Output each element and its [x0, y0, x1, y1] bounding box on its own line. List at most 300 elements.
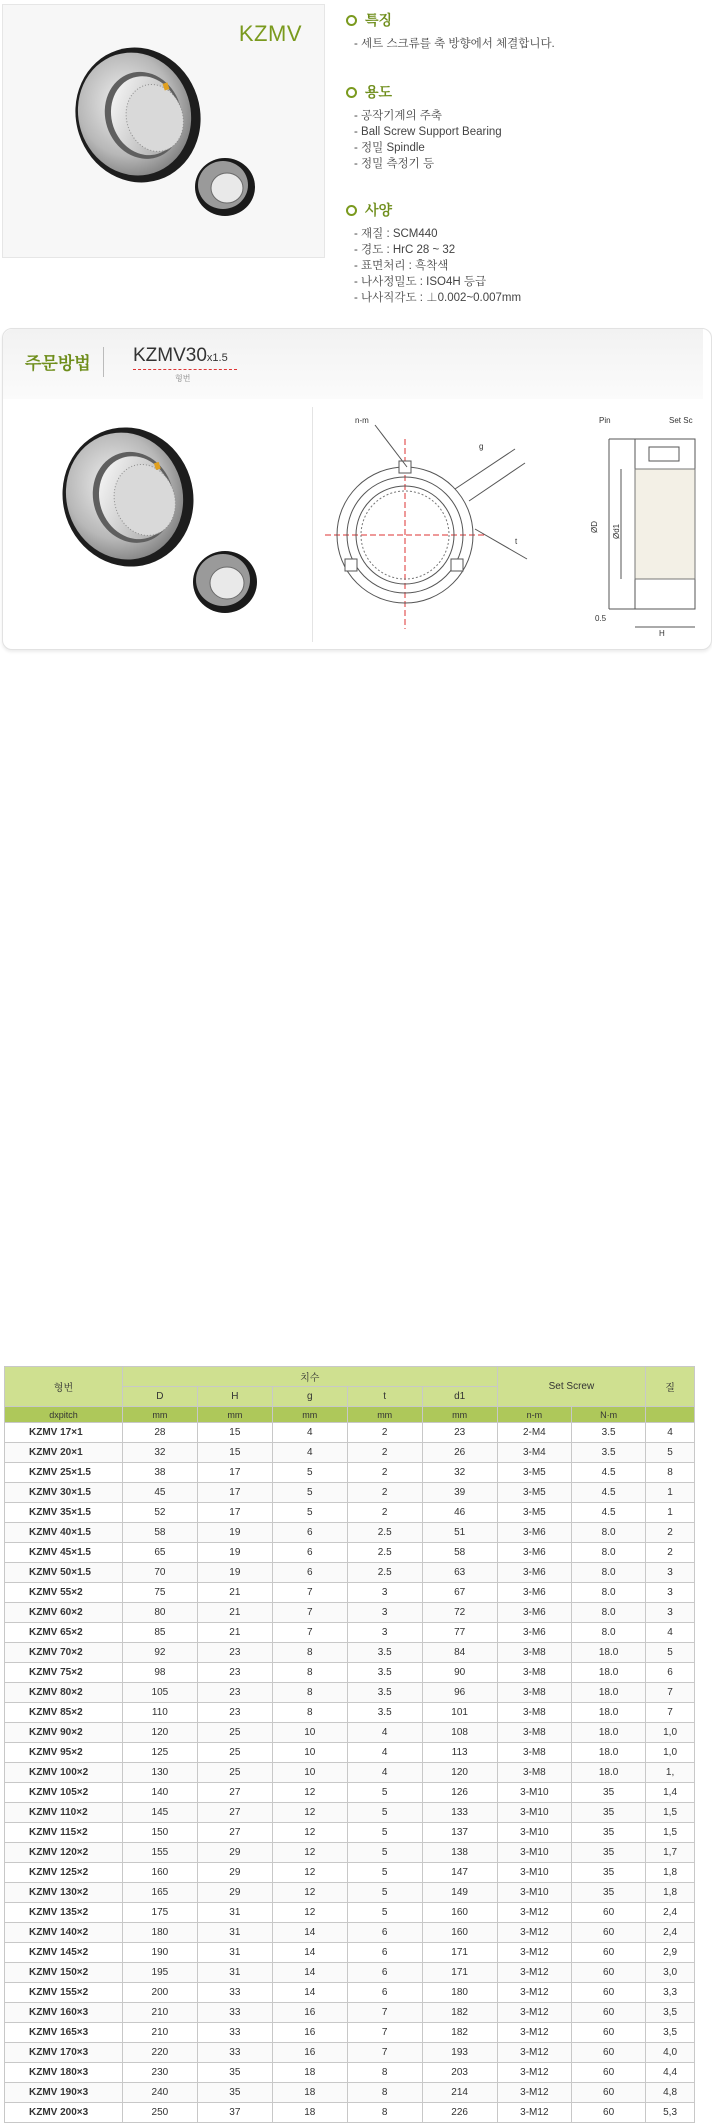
table-cell: 8.0	[572, 1563, 646, 1583]
table-cell: 155	[122, 1843, 197, 1863]
table-cell: 120	[422, 1763, 497, 1783]
table-cell: 77	[422, 1623, 497, 1643]
label-d1: Ød1	[612, 523, 621, 539]
list-item: - 정밀 Spindle	[354, 140, 502, 156]
table-cell: 60	[572, 1923, 646, 1943]
table-cell: 16	[272, 2043, 347, 2063]
table-cell: 10	[272, 1743, 347, 1763]
table-cell: 12	[272, 1783, 347, 1803]
table-cell: 3-M12	[497, 2103, 571, 2123]
table-cell: 3,5	[646, 2023, 695, 2043]
table-row	[5, 1523, 695, 1543]
table-cell: 3-M12	[497, 1983, 571, 2003]
table-cell: 8	[646, 1463, 695, 1483]
table-cell: 3.5	[347, 1703, 422, 1723]
table-cell: 145	[122, 1803, 197, 1823]
table-cell: 4	[347, 1723, 422, 1743]
table-cell: 101	[422, 1703, 497, 1723]
model-cell: KZMV 170×3	[5, 2043, 123, 2063]
table-cell: 60	[572, 2063, 646, 2083]
table-cell: 12	[272, 1863, 347, 1883]
table-cell: 3	[347, 1603, 422, 1623]
table-cell: 75	[122, 1583, 197, 1603]
table-row	[5, 1943, 695, 1963]
table-cell: 5	[646, 1443, 695, 1463]
table-cell: 63	[422, 1563, 497, 1583]
table-cell: 45	[122, 1483, 197, 1503]
table-cell: 8.0	[572, 1583, 646, 1603]
model-cell: KZMV 115×2	[5, 1823, 123, 1843]
table-cell: 31	[197, 1923, 272, 1943]
table-cell: 7	[646, 1683, 695, 1703]
model-cell: KZMV 45×1.5	[5, 1543, 123, 1563]
table-cell: 2-M4	[497, 1423, 571, 1443]
table-cell: 14	[272, 1943, 347, 1963]
table-cell: 2	[646, 1523, 695, 1543]
table-cell: 28	[122, 1423, 197, 1443]
order-code	[133, 345, 228, 367]
table-cell: 8	[347, 2103, 422, 2123]
table-cell: 8	[272, 1683, 347, 1703]
table-cell: 39	[422, 1483, 497, 1503]
table-row	[5, 1563, 695, 1583]
table-cell: 1	[646, 1503, 695, 1523]
table-cell: 18.0	[572, 1643, 646, 1663]
model-cell: KZMV 55×2	[5, 1583, 123, 1603]
table-cell: 3-M8	[497, 1703, 571, 1723]
model-cell: KZMV 125×2	[5, 1863, 123, 1883]
table-cell: 3-M12	[497, 1963, 571, 1983]
label-pin: Pin	[599, 416, 611, 425]
model-cell: KZMV 160×3	[5, 2003, 123, 2023]
table-cell: 35	[197, 2063, 272, 2083]
table-cell: 21	[197, 1583, 272, 1603]
table-cell: 5	[272, 1483, 347, 1503]
list-item: - Ball Screw Support Bearing	[354, 124, 502, 140]
list-item: - 나사직각도 : ⊥0.002~0.007mm	[354, 290, 521, 306]
model-cell: KZMV 155×2	[5, 1983, 123, 2003]
table-cell: 17	[197, 1463, 272, 1483]
table-cell: 1	[646, 1483, 695, 1503]
unit-cell: mm	[347, 1407, 422, 1423]
table-cell: 1,8	[646, 1883, 695, 1903]
table-cell: 2	[347, 1463, 422, 1483]
model-cell: KZMV 85×2	[5, 1703, 123, 1723]
table-cell: 3-M6	[497, 1563, 571, 1583]
label-od: ØD	[590, 521, 599, 533]
table-cell: 46	[422, 1503, 497, 1523]
table-cell: 5	[272, 1503, 347, 1523]
table-cell: 4	[646, 1623, 695, 1643]
table-row	[5, 1703, 695, 1723]
table-row	[5, 1463, 695, 1483]
table-cell: 2.5	[347, 1523, 422, 1543]
table-cell: 14	[272, 1963, 347, 1983]
table-cell: 35	[572, 1823, 646, 1843]
table-cell: 60	[572, 2103, 646, 2123]
label-setscrew: Set Sc	[669, 416, 693, 425]
table-cell: 3-M10	[497, 1783, 571, 1803]
table-cell: 12	[272, 1903, 347, 1923]
table-cell: 140	[122, 1783, 197, 1803]
table-cell: 3.5	[572, 1423, 646, 1443]
table-cell: 70	[122, 1563, 197, 1583]
model-cell: KZMV 95×2	[5, 1743, 123, 1763]
table-cell: 65	[122, 1543, 197, 1563]
header-D: D	[122, 1387, 197, 1407]
model-cell: KZMV 30×1.5	[5, 1483, 123, 1503]
list-item: - 경도 : HrC 28 ~ 32	[354, 242, 521, 258]
table-cell: 193	[422, 2043, 497, 2063]
table-cell: 180	[422, 1983, 497, 2003]
table-cell: 3,3	[646, 1983, 695, 2003]
table-cell: 12	[272, 1843, 347, 1863]
table-cell: 190	[122, 1943, 197, 1963]
table-cell: 180	[122, 1923, 197, 1943]
table-cell: 4	[347, 1763, 422, 1783]
table-cell: 60	[572, 2083, 646, 2103]
table-cell: 37	[197, 2103, 272, 2123]
table-cell: 4	[272, 1423, 347, 1443]
table-cell: 3	[347, 1583, 422, 1603]
table-cell: 3-M12	[497, 2083, 571, 2103]
table-cell: 84	[422, 1643, 497, 1663]
table-cell: 4.5	[572, 1483, 646, 1503]
header-g: g	[272, 1387, 347, 1407]
table-cell: 7	[272, 1623, 347, 1643]
list-item: - 재질 : SCM440	[354, 226, 521, 242]
table-cell: 6	[646, 1663, 695, 1683]
table-cell: 18.0	[572, 1703, 646, 1723]
table-cell: 2	[347, 1423, 422, 1443]
table-cell: 23	[197, 1683, 272, 1703]
table-cell: 1,5	[646, 1803, 695, 1823]
table-cell: 3-M4	[497, 1443, 571, 1463]
list-item: - 세트 스크류를 축 방향에서 체결합니다.	[354, 36, 555, 52]
table-cell: 3-M6	[497, 1543, 571, 1563]
table-cell: 67	[422, 1583, 497, 1603]
table-cell: 3-M10	[497, 1823, 571, 1843]
table-cell: 23	[197, 1703, 272, 1723]
table-cell: 60	[572, 1963, 646, 1983]
table-row	[5, 1423, 695, 1443]
table-row	[5, 1923, 695, 1943]
spec-table	[4, 1366, 695, 2123]
model-cell: KZMV 180×3	[5, 2063, 123, 2083]
table-cell: 3-M8	[497, 1723, 571, 1743]
table-cell: 182	[422, 2003, 497, 2023]
section-title: 특징	[365, 12, 393, 28]
table-cell: 8	[347, 2083, 422, 2103]
unit-cell	[646, 1407, 695, 1423]
code-underline	[133, 369, 237, 370]
table-cell: 21	[197, 1623, 272, 1643]
table-cell: 3	[646, 1563, 695, 1583]
table-cell: 5,3	[646, 2103, 695, 2123]
table-cell: 2.5	[347, 1543, 422, 1563]
table-cell: 5	[347, 1803, 422, 1823]
table-cell: 130	[122, 1763, 197, 1783]
table-cell: 31	[197, 1903, 272, 1923]
table-cell: 31	[197, 1943, 272, 1963]
table-cell: 12	[272, 1823, 347, 1843]
table-cell: 6	[347, 1923, 422, 1943]
table-cell: 160	[122, 1863, 197, 1883]
order-code-suffix: x1.5	[206, 352, 228, 364]
table-cell: 7	[347, 2043, 422, 2063]
table-cell: 1,5	[646, 1823, 695, 1843]
model-cell: KZMV 17×1	[5, 1423, 123, 1443]
table-cell: 18	[272, 2063, 347, 2083]
table-cell: 220	[122, 2043, 197, 2063]
divider	[312, 407, 313, 642]
table-cell: 160	[422, 1903, 497, 1923]
table-cell: 125	[122, 1743, 197, 1763]
label-h: H	[659, 629, 665, 638]
table-cell: 3-M12	[497, 2043, 571, 2063]
table-cell: 52	[122, 1503, 197, 1523]
table-cell: 3-M12	[497, 1903, 571, 1923]
table-cell: 2	[347, 1483, 422, 1503]
table-cell: 1,0	[646, 1723, 695, 1743]
table-cell: 60	[572, 2023, 646, 2043]
table-row	[5, 1803, 695, 1823]
table-cell: 5	[272, 1463, 347, 1483]
section-specs	[346, 200, 521, 306]
table-cell: 8.0	[572, 1603, 646, 1623]
table-cell: 3,5	[646, 2003, 695, 2023]
model-cell: KZMV 35×1.5	[5, 1503, 123, 1523]
table-cell: 18.0	[572, 1663, 646, 1683]
table-cell: 12	[272, 1883, 347, 1903]
table-cell: 133	[422, 1803, 497, 1823]
table-cell: 3-M12	[497, 2003, 571, 2023]
model-cell: KZMV 130×2	[5, 1883, 123, 1903]
table-cell: 16	[272, 2023, 347, 2043]
model-cell: KZMV 75×2	[5, 1663, 123, 1683]
table-cell: 150	[122, 1823, 197, 1843]
table-row	[5, 1883, 695, 1903]
table-cell: 7	[272, 1603, 347, 1623]
model-cell: KZMV 140×2	[5, 1923, 123, 1943]
table-cell: 35	[572, 1883, 646, 1903]
table-cell: 18	[272, 2083, 347, 2103]
model-cell: KZMV 25×1.5	[5, 1463, 123, 1483]
unit-cell: mm	[122, 1407, 197, 1423]
model-cell: KZMV 120×2	[5, 1843, 123, 1863]
table-cell: 200	[122, 1983, 197, 2003]
table-cell: 4.5	[572, 1503, 646, 1523]
table-cell: 60	[572, 1903, 646, 1923]
model-cell: KZMV 60×2	[5, 1603, 123, 1623]
table-cell: 14	[272, 1923, 347, 1943]
table-row	[5, 1443, 695, 1463]
list-item: - 표면처리 : 흑착색	[354, 258, 521, 274]
table-cell: 3-M12	[497, 1943, 571, 1963]
table-row	[5, 1783, 695, 1803]
table-cell: 3.5	[347, 1663, 422, 1683]
table-cell: 1,8	[646, 1863, 695, 1883]
table-cell: 203	[422, 2063, 497, 2083]
table-cell: 2,9	[646, 1943, 695, 1963]
model-cell: KZMV 110×2	[5, 1803, 123, 1823]
table-cell: 3-M8	[497, 1763, 571, 1783]
table-cell: 6	[347, 1943, 422, 1963]
table-cell: 5	[347, 1823, 422, 1843]
order-method-panel	[2, 328, 712, 650]
table-cell: 15	[197, 1423, 272, 1443]
header-t: t	[347, 1387, 422, 1407]
table-row	[5, 1683, 695, 1703]
table-cell: 171	[422, 1943, 497, 1963]
table-cell: 4,8	[646, 2083, 695, 2103]
table-cell: 108	[422, 1723, 497, 1743]
table-cell: 58	[422, 1543, 497, 1563]
table-cell: 26	[422, 1443, 497, 1463]
table-cell: 8.0	[572, 1543, 646, 1563]
table-cell: 149	[422, 1883, 497, 1903]
table-row	[5, 1983, 695, 2003]
table-cell: 7	[347, 2003, 422, 2023]
table-cell: 7	[272, 1583, 347, 1603]
table-cell: 8	[272, 1643, 347, 1663]
table-cell: 4,0	[646, 2043, 695, 2063]
table-cell: 214	[422, 2083, 497, 2103]
table-cell: 27	[197, 1783, 272, 1803]
label-gap: 0.5	[595, 614, 607, 623]
table-cell: 3-M5	[497, 1483, 571, 1503]
table-row	[5, 1723, 695, 1743]
order-code-caption: 형번	[175, 374, 191, 383]
table-cell: 5	[646, 1643, 695, 1663]
divider	[103, 347, 104, 377]
header-d1: d1	[422, 1387, 497, 1407]
table-row	[5, 2023, 695, 2043]
model-cell: KZMV 70×2	[5, 1643, 123, 1663]
list-item: - 정밀 측정기 등	[354, 156, 502, 172]
table-cell: 8	[272, 1703, 347, 1723]
model-cell: KZMV 165×3	[5, 2023, 123, 2043]
table-cell: 105	[122, 1683, 197, 1703]
table-cell: 14	[272, 1983, 347, 2003]
table-cell: 18.0	[572, 1763, 646, 1783]
table-cell: 3	[646, 1603, 695, 1623]
table-cell: 147	[422, 1863, 497, 1883]
table-cell: 35	[572, 1863, 646, 1883]
table-cell: 90	[422, 1663, 497, 1683]
table-cell: 72	[422, 1603, 497, 1623]
table-cell: 3-M6	[497, 1623, 571, 1643]
table-cell: 230	[122, 2063, 197, 2083]
table-cell: 7	[347, 2023, 422, 2043]
table-cell: 3-M8	[497, 1743, 571, 1763]
table-cell: 3-M6	[497, 1603, 571, 1623]
label-nm: n-m	[355, 416, 369, 425]
model-cell: KZMV 20×1	[5, 1443, 123, 1463]
unit-cell: mm	[197, 1407, 272, 1423]
table-row	[5, 1623, 695, 1643]
model-cell: KZMV 105×2	[5, 1783, 123, 1803]
table-cell: 3-M10	[497, 1803, 571, 1823]
unit-cell: n-m	[497, 1407, 571, 1423]
table-cell: 2	[646, 1543, 695, 1563]
table-cell: 160	[422, 1923, 497, 1943]
table-cell: 32	[422, 1463, 497, 1483]
model-cell: KZMV 80×2	[5, 1683, 123, 1703]
table-cell: 3.5	[347, 1643, 422, 1663]
table-cell: 182	[422, 2023, 497, 2043]
table-cell: 3-M5	[497, 1503, 571, 1523]
table-row	[5, 2063, 695, 2083]
table-cell: 8.0	[572, 1523, 646, 1543]
table-cell: 17	[197, 1483, 272, 1503]
table-cell: 2.5	[347, 1563, 422, 1583]
table-cell: 2	[347, 1443, 422, 1463]
table-cell: 7	[646, 1703, 695, 1723]
circle-bullet-icon	[346, 205, 357, 216]
table-cell: 110	[122, 1703, 197, 1723]
table-cell: 120	[122, 1723, 197, 1743]
table-cell: 3,0	[646, 1963, 695, 1983]
table-row	[5, 1543, 695, 1563]
table-cell: 3-M6	[497, 1523, 571, 1543]
table-cell: 171	[422, 1963, 497, 1983]
label-g: g	[479, 442, 484, 451]
table-cell: 3-M8	[497, 1663, 571, 1683]
table-cell: 5	[347, 1783, 422, 1803]
header-dims: 치수	[122, 1367, 497, 1387]
section-title: 사양	[365, 202, 393, 218]
table-row	[5, 1663, 695, 1683]
table-cell: 60	[572, 1943, 646, 1963]
table-cell: 10	[272, 1723, 347, 1743]
circle-bullet-icon	[346, 15, 357, 26]
table-cell: 8	[347, 2063, 422, 2083]
model-cell: KZMV 150×2	[5, 1963, 123, 1983]
table-cell: 4	[272, 1443, 347, 1463]
table-cell: 16	[272, 2003, 347, 2023]
table-cell: 126	[422, 1783, 497, 1803]
table-cell: 25	[197, 1763, 272, 1783]
table-cell: 4	[347, 1743, 422, 1763]
unit-cell: dxpitch	[5, 1407, 123, 1423]
table-cell: 3-M5	[497, 1463, 571, 1483]
locknut-photo-2	[13, 407, 313, 647]
table-cell: 18.0	[572, 1683, 646, 1703]
table-cell: 92	[122, 1643, 197, 1663]
table-cell: 27	[197, 1803, 272, 1823]
table-cell: 35	[572, 1783, 646, 1803]
table-cell: 18.0	[572, 1743, 646, 1763]
table-row	[5, 1963, 695, 1983]
table-cell: 226	[422, 2103, 497, 2123]
table-row	[5, 1903, 695, 1923]
table-cell: 32	[122, 1443, 197, 1463]
table-cell: 33	[197, 2023, 272, 2043]
table-cell: 6	[272, 1543, 347, 1563]
table-cell: 33	[197, 2003, 272, 2023]
table-cell: 138	[422, 1843, 497, 1863]
table-cell: 31	[197, 1963, 272, 1983]
table-cell: 1,	[646, 1763, 695, 1783]
section-usage	[346, 82, 502, 172]
model-cell: KZMV 200×3	[5, 2103, 123, 2123]
side-view-drawing	[579, 409, 709, 639]
order-header	[3, 329, 703, 399]
table-cell: 23	[197, 1643, 272, 1663]
table-cell: 2,4	[646, 1923, 695, 1943]
section-title: 용도	[365, 84, 393, 100]
